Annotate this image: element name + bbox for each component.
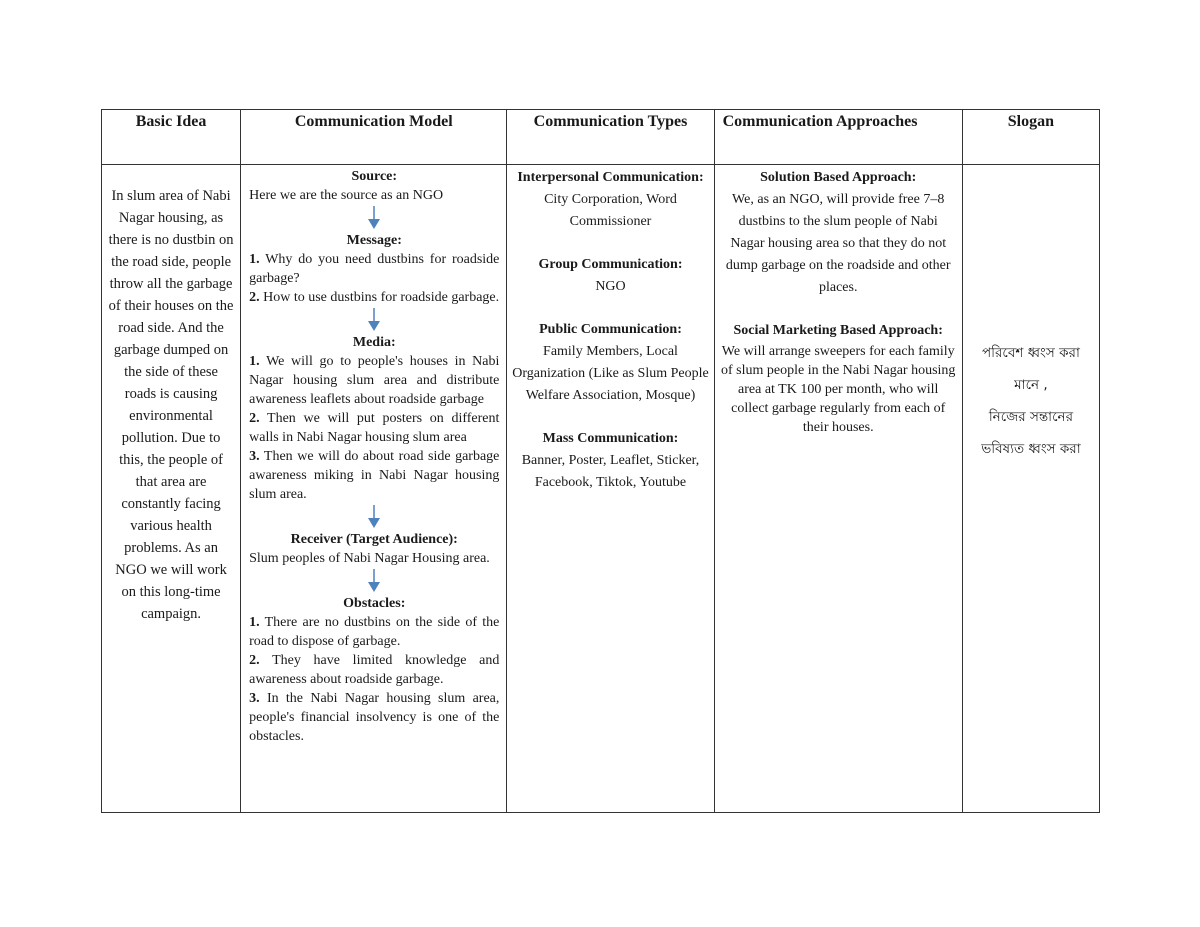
mass-text: Banner, Poster, Leaflet, Sticker, Facebook, Tiktok, Youtube xyxy=(521,453,700,490)
group-text: NGO xyxy=(595,279,626,294)
social-marketing-approach-text: We will arrange sweepers for each family of slum people in the Nabi Nagar housing area at TK 100 per month, who will collect garbage regularly from each of their houses. xyxy=(720,344,956,435)
source-title: Source: xyxy=(351,169,398,184)
header-row xyxy=(102,110,1100,165)
message-item xyxy=(249,250,499,288)
arrow-down-icon xyxy=(249,569,499,593)
public-block xyxy=(511,319,709,407)
receiver-text: Slum peoples of Nabi Nagar Housing area. xyxy=(249,551,490,566)
slogan-line: ভবিষ্যত ধ্বংস করা xyxy=(981,441,1081,457)
message-item xyxy=(249,288,499,307)
arrow-down-icon xyxy=(249,206,499,230)
group-block xyxy=(511,254,709,298)
message-item-number: 1. xyxy=(249,252,260,267)
media-item-number: 1. xyxy=(249,354,260,369)
arrow-down-icon xyxy=(249,308,499,332)
media-item-text: Then we will put posters on different walls in Nabi Nagar housing slum area xyxy=(249,411,500,445)
media-item-text: Then we will do about road side garbage awareness miking in Nabi Nagar housing slum area. xyxy=(249,449,500,502)
communication-model-cell xyxy=(241,165,507,813)
interpersonal-text: City Corporation, Word Commissioner xyxy=(544,192,677,229)
basic-idea-text: In slum area of Nabi Nagar housing, as there is no dustbin on the road side, people throw all the garbage of their houses on the road side. And the garbage dumped on the side of these roads is causing environmental pollution. Due to this, the people of that area are constantly facing various health problems. As an NGO we will work on this long-time campaign. xyxy=(108,188,234,622)
campaign-plan-table xyxy=(101,109,1100,813)
obstacle-item xyxy=(249,689,499,746)
obstacle-item-text: In the Nabi Nagar housing slum area, people's financial insolvency is one of the obstacles. xyxy=(249,691,500,744)
obstacle-item-number: 1. xyxy=(249,615,260,630)
mass-title: Mass Communication: xyxy=(542,431,679,446)
basic-idea-cell xyxy=(102,165,241,813)
social-marketing-approach-title: Social Marketing Based Approach: xyxy=(733,323,943,338)
receiver-title: Receiver (Target Audience): xyxy=(290,532,458,547)
obstacle-item-text: They have limited knowledge and awareness about roadside garbage. xyxy=(249,653,500,687)
interpersonal-title: Interpersonal Communication: xyxy=(517,170,704,185)
header-communication-types: Communication Types xyxy=(507,110,714,165)
public-text: Family Members, Local Organization (Like as Slum People Welfare Association, Mosque) xyxy=(512,344,709,403)
public-title: Public Communication: xyxy=(539,322,682,337)
media-item xyxy=(249,447,499,504)
message-title: Message: xyxy=(346,233,402,248)
group-title: Group Communication: xyxy=(538,257,683,272)
obstacle-item-number: 3. xyxy=(249,691,260,706)
header-communication-approaches: Communication Approaches xyxy=(714,110,962,165)
communication-approaches-cell xyxy=(714,165,962,813)
solution-approach-text: We, as an NGO, will provide free 7–8 dustbins to the slum people of Nabi Nagar housing area so that they do not dump garbage on the roadside and other places. xyxy=(725,192,951,295)
obstacle-item-number: 2. xyxy=(249,653,260,668)
obstacle-item-text: There are no dustbins on the side of the road to dispose of garbage. xyxy=(249,615,500,649)
solution-approach-title: Solution Based Approach: xyxy=(760,170,917,185)
interpersonal-block xyxy=(511,167,709,233)
header-slogan: Slogan xyxy=(962,110,1099,165)
message-item-number: 2. xyxy=(249,290,260,305)
slogan-cell xyxy=(962,165,1099,813)
media-item xyxy=(249,352,499,409)
message-item-text: How to use dustbins for roadside garbage. xyxy=(259,290,500,305)
mass-block xyxy=(511,428,709,494)
obstacles-title: Obstacles: xyxy=(343,596,406,611)
media-title: Media: xyxy=(352,335,396,350)
content-row xyxy=(102,165,1100,813)
media-item-number: 3. xyxy=(249,449,260,464)
message-item-text: Why do you need dustbins for roadside garbage? xyxy=(249,252,500,286)
header-communication-model: Communication Model xyxy=(241,110,507,165)
media-item xyxy=(249,409,499,447)
arrow-down-icon xyxy=(249,505,499,529)
source-text: Here we are the source as an NGO xyxy=(249,188,444,203)
media-item-text: We will go to people's houses in Nabi Nagar housing slum area and distribute awareness leaflets about roadside garbage xyxy=(249,354,500,407)
media-item-number: 2. xyxy=(249,411,260,426)
obstacle-item xyxy=(249,651,499,689)
obstacle-item xyxy=(249,613,499,651)
communication-types-cell xyxy=(507,165,714,813)
slogan-line: মানে , xyxy=(1014,377,1048,393)
slogan-line: পরিবেশ ধ্বংস করা xyxy=(981,345,1080,361)
slogan-line: নিজের সন্তানের xyxy=(988,409,1073,425)
header-basic-idea: Basic Idea xyxy=(102,110,241,165)
